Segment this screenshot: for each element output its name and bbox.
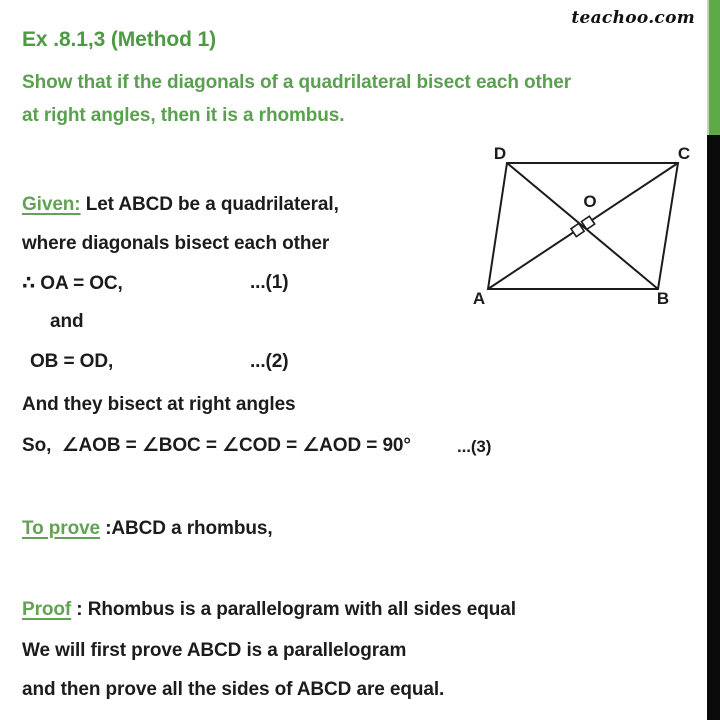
given-line2: where diagonals bisect each other — [22, 233, 330, 254]
to-prove-text: :ABCD a rhombus, — [100, 518, 273, 539]
equation-3-ref: ...(3) — [457, 437, 492, 456]
vertex-label-d: D — [493, 144, 507, 163]
conjunction-and: and — [50, 311, 84, 332]
vertex-label-c: C — [677, 144, 691, 163]
exercise-title: Ex .8.1,3 (Method 1) — [22, 28, 217, 51]
to-prove-label: To prove — [22, 518, 101, 539]
accent-bar-green-segment — [707, 0, 720, 135]
equation-2: OB = OD, — [30, 351, 114, 372]
proof-line1 — [22, 599, 516, 621]
equation-1-ref: ...(1) — [250, 272, 289, 293]
quadrilateral-diagram — [460, 135, 710, 310]
vertex-label-a: A — [472, 289, 486, 308]
proof-label: Proof — [22, 599, 72, 620]
given-line — [22, 194, 339, 216]
question-statement-line2: at right angles, then it is a rhombus. — [22, 105, 345, 126]
watermark-logo: teachoo.com — [571, 8, 695, 28]
diagonal-bd — [507, 163, 658, 289]
proof-line3: and then prove all the sides of ABCD are equal. — [22, 679, 445, 700]
equation-2-ref: ...(2) — [250, 351, 289, 372]
given-intro-text: Let ABCD be a quadrilateral, — [80, 194, 339, 215]
center-label-o: O — [583, 192, 597, 211]
right-accent-bar — [707, 0, 720, 720]
equation-3: So, ∠AOB = ∠BOC = ∠COD = ∠AOD = 90° — [22, 435, 411, 456]
proof-text: : Rhombus is a parallelogram with all sides equal — [71, 599, 516, 620]
proof-line2: We will first prove ABCD is a parallelogram — [22, 640, 407, 661]
vertex-label-b: B — [656, 289, 670, 308]
equation-1: ∴ OA = OC, — [22, 273, 123, 294]
bisect-right-angles-line: And they bisect at right angles — [22, 394, 296, 415]
question-statement-line1: Show that if the diagonals of a quadrilateral bisect each other — [22, 72, 572, 93]
given-label: Given: — [22, 194, 81, 215]
to-prove-line — [22, 518, 273, 540]
